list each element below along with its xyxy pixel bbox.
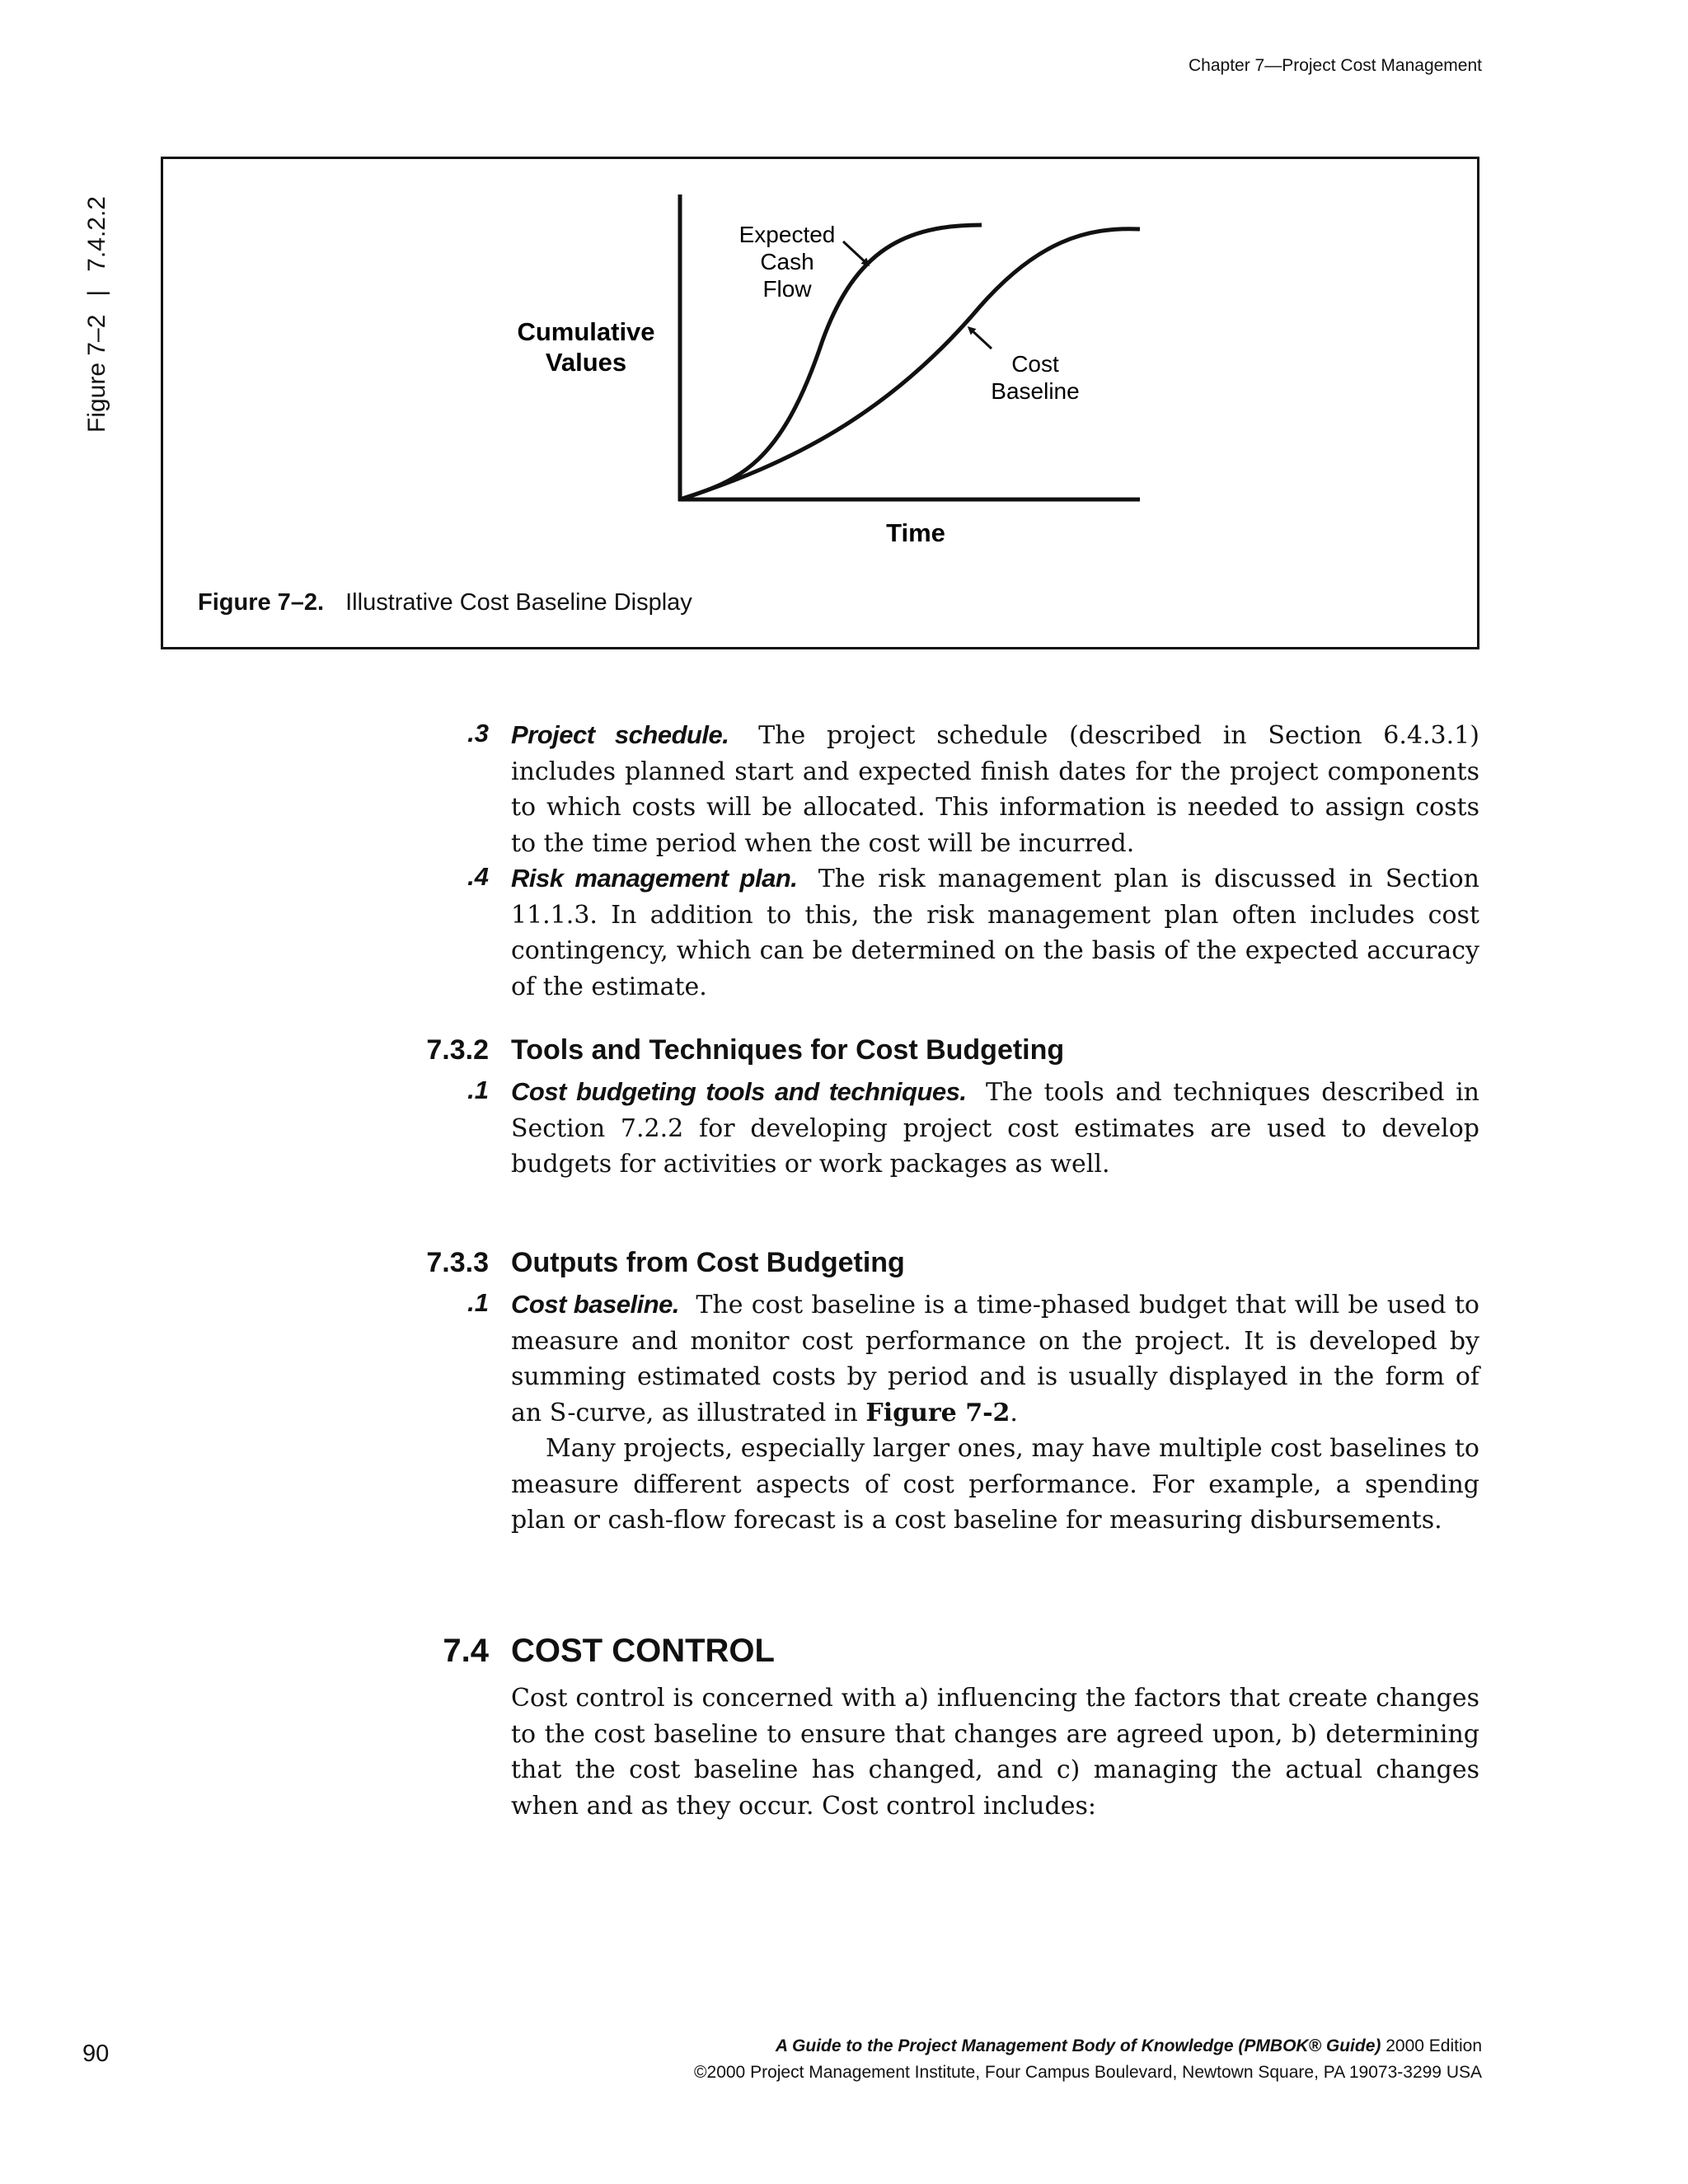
expected-cash-flow-label-line1: Expected — [738, 222, 836, 247]
s-curve-diagram — [163, 159, 1477, 647]
footer-copyright: ©2000 Project Management Institute, Four Campus Boulevard, Newtown Square, PA 19073-3299 USA — [694, 2063, 1482, 2082]
section-number: 7.3.3 — [426, 1247, 489, 1278]
item-body — [511, 717, 1479, 861]
cost-baseline-label-line1: Cost — [1011, 351, 1059, 377]
item-lead: Cost baseline. — [511, 1290, 679, 1319]
item-lead: Project schedule. — [511, 720, 729, 749]
x-axis-label: Time — [886, 518, 945, 547]
cost-baseline-curve — [680, 229, 1140, 499]
footer — [694, 2033, 1482, 2086]
side-tab-separator: | — [83, 289, 110, 297]
item-body — [511, 1074, 1479, 1183]
section-title: Outputs from Cost Budgeting — [511, 1247, 905, 1278]
section-number: 7.3.2 — [426, 1034, 489, 1066]
expected-cash-flow-label-line2: Cash — [760, 249, 814, 274]
item-paragraph-2: Many projects, especially larger ones, may have multiple cost baselines to measure different aspects of cost performance. For example, a spending plan or cash-flow forecast is a cost baseline for measuring disbursements. — [511, 1434, 1479, 1535]
item-text-end: . — [1010, 1398, 1018, 1427]
section-number: 7.4 — [443, 1633, 489, 1669]
item-lead: Risk management plan. — [511, 864, 798, 893]
section-title: COST CONTROL — [511, 1633, 775, 1669]
item-text: The cost baseline is a time-phased budget that will be used to measure and monitor cost performance on the project. It is developed by summing estimated costs by period and is usually displayed in the form of an S-curve, as illustrated in — [511, 1291, 1479, 1427]
section-title: Tools and Techniques for Cost Budgeting — [511, 1034, 1065, 1066]
expected-cash-flow-curve — [680, 225, 982, 499]
item-body — [511, 1286, 1479, 1539]
section-7-4-paragraph: Cost control is concerned with a) influencing the factors that create changes to the cost baseline to ensure that changes are agreed upon, b) determining that the cost baseline has changed, and c) managing the actual changes when and as they occur. Cost control includes: — [511, 1684, 1479, 1821]
item-number: .3 — [467, 719, 489, 748]
item-text: The project schedule (described in Section 6.4.3.1) includes planned start and expected finish dates for the project components to which costs will be allocated. This information is needed to assign costs to the time period when the cost will be incurred. — [511, 721, 1479, 858]
expected-cash-flow-label-line3: Flow — [762, 276, 812, 302]
item-lead: Cost budgeting tools and techniques. — [511, 1077, 967, 1106]
side-tab-section: 7.4.2.2 — [83, 196, 110, 272]
item-number: .1 — [467, 1076, 489, 1104]
footer-guide-title: A Guide to the Project Management Body of Knowledge (PMBOK® Guide) — [775, 2036, 1381, 2055]
figure-box — [161, 157, 1479, 649]
running-head: Chapter 7—Project Cost Management — [1188, 56, 1482, 75]
figure-caption — [198, 589, 692, 616]
expected-cash-flow-arrow — [843, 241, 868, 265]
side-tab — [83, 196, 111, 433]
figure-caption-label: Figure 7–2. — [198, 589, 325, 616]
y-axis-label-line2: Values — [545, 348, 627, 377]
item-text: The risk management plan is discussed in Section 11.1.3. In addition to this, the risk management plan often includes cost contingency, which can be determined on the basis of the expected accuracy of the estimate. — [511, 865, 1479, 1001]
item-body — [511, 860, 1479, 1005]
y-axis-label-line1: Cumulative — [517, 317, 655, 346]
cost-baseline-arrow — [969, 328, 992, 349]
figure-reference: Figure 7-2 — [865, 1398, 1010, 1427]
footer-edition: 2000 Edition — [1386, 2036, 1482, 2055]
side-tab-figure: Figure 7–2 — [83, 314, 110, 433]
page-number: 90 — [82, 2041, 110, 2067]
cost-baseline-label-line2: Baseline — [991, 378, 1080, 404]
item-number: .4 — [467, 862, 489, 891]
figure-caption-text: Illustrative Cost Baseline Display — [345, 589, 692, 616]
item-number: .1 — [467, 1288, 489, 1317]
item-text: The tools and techniques described in Section 7.2.2 for developing project cost estimates are used to develop budgets for activities or work packages as well. — [511, 1078, 1479, 1179]
